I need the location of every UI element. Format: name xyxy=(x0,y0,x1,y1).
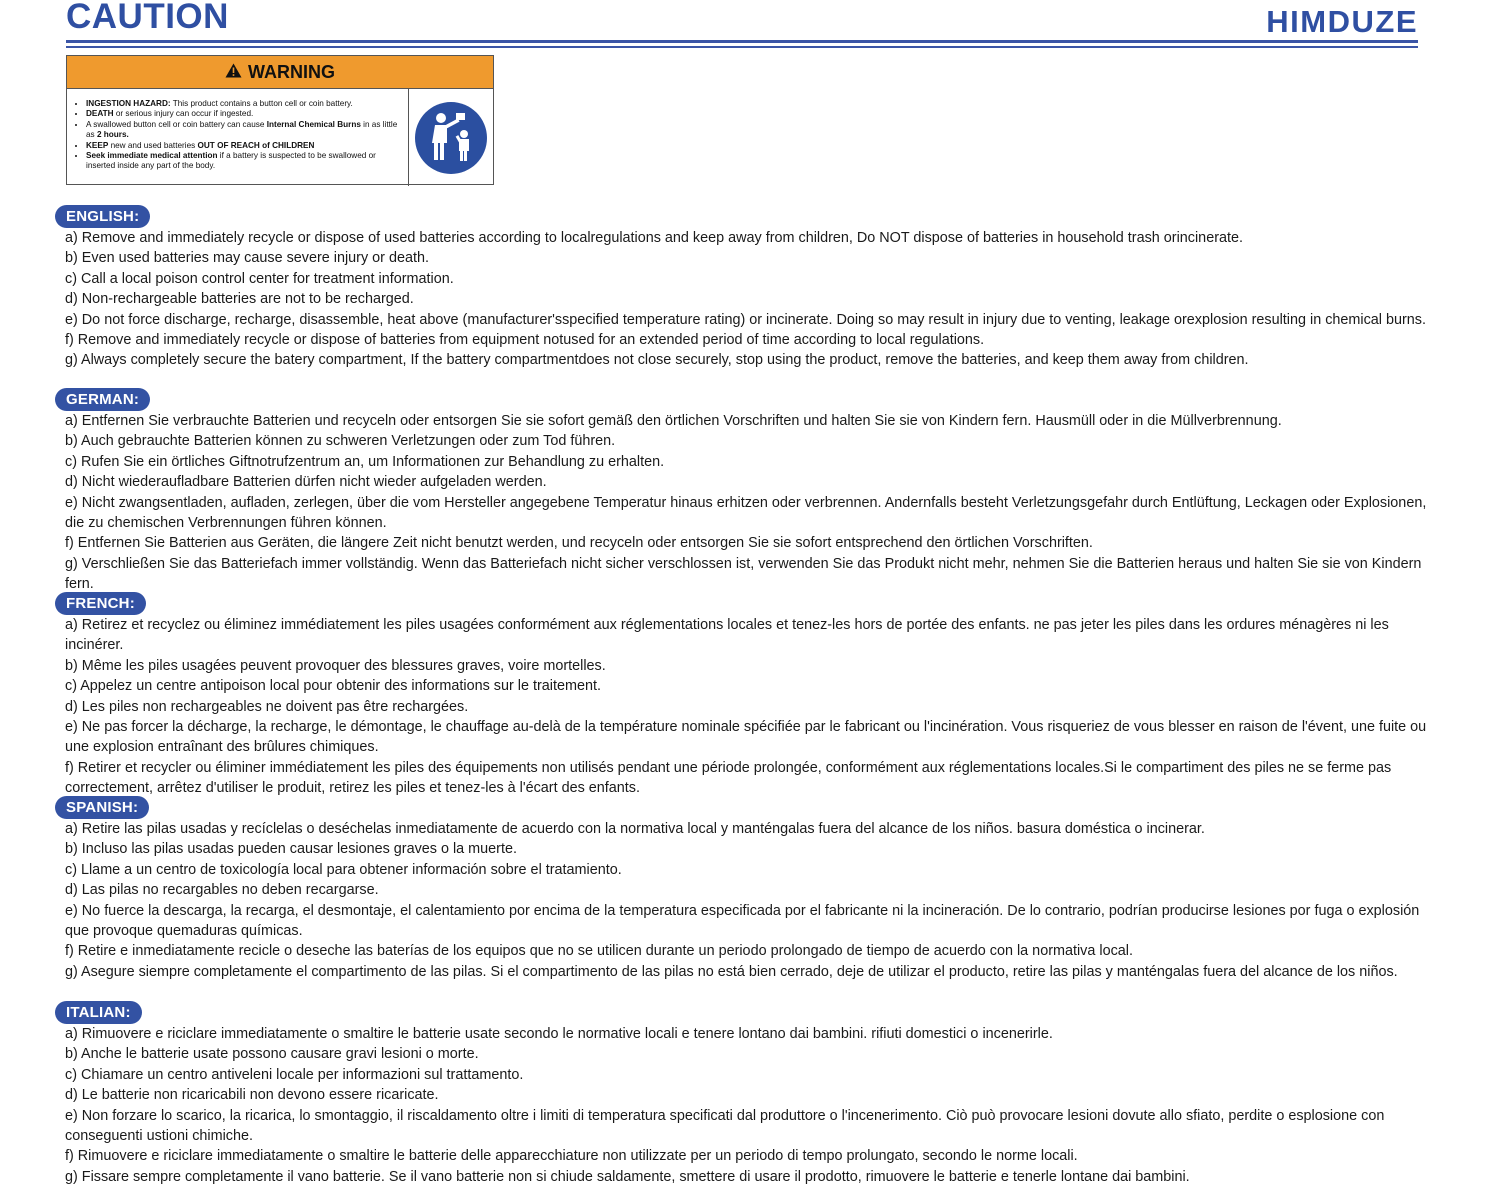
instruction-list xyxy=(65,615,1435,799)
list-item: c) Chiamare un centro antiveleni locale per informazioni sul trattamento. xyxy=(65,1066,524,1083)
section-french xyxy=(55,592,1435,799)
language-label: GERMAN: xyxy=(55,388,150,411)
section-italian xyxy=(55,1001,1435,1187)
instruction-list xyxy=(65,228,1435,371)
list-item: b) Auch gebrauchte Batterien können zu schweren Verletzungen oder zum Tod führen. xyxy=(65,433,616,450)
list-item: b) Incluso las pilas usadas pueden causar lesiones graves o la muerte. xyxy=(65,841,517,858)
list-item: e) Ne pas forcer la décharge, la recharge, le démontage, le chauffage au-delà de la température nominale spécifiée par le fabricant ou l'incinération. Vous risqueriez de vous blesser en raison de l'évent, une fuite ou une explosion entraînant des brûlures chimiques. xyxy=(65,719,1427,756)
language-label: ITALIAN: xyxy=(55,1001,142,1024)
instruction-list xyxy=(65,1024,1435,1187)
warning-bullet: • KEEP new and used batteries OUT OF REACH of CHILDREN xyxy=(86,141,402,151)
list-item: e) Non forzare lo scarico, la ricarica, lo smontaggio, il riscaldamento oltre i limiti di temperatura specificati dal produttore o l'incenerimento. Ciò può provocare lesioni dovute allo sfiato, perdite o esplosione con conseguenti ustioni chimiche. xyxy=(65,1107,1385,1145)
list-item: c) Appelez un centre antipoison local pour obtenir des informations sur le traitement. xyxy=(65,678,601,695)
list-item: f) Entfernen Sie Batterien aus Geräten, die längere Zeit nicht benutzt werden, und recyceln oder entsorgen Sie sie sofort entsprechend den örtlichen Vorschriften. xyxy=(65,535,1093,552)
list-item: c) Call a local poison control center for treatment information. xyxy=(65,270,454,287)
list-item: f) Rimuovere e riciclare immediatamente o smaltire le batterie delle apparecchiature non utilizzate per un periodo di tempo prolungato, secondo le norme locali. xyxy=(65,1148,1078,1165)
list-item: g) Asegure siempre completamente el compartimento de las pilas. Si el compartimento de las pilas no está bien cerrado, deje de utilizar el producto, retire las pilas y manténgalas fuera del alcance de los niños. xyxy=(65,963,1398,980)
list-item: d) Les piles non rechargeables ne doivent pas être rechargées. xyxy=(65,698,469,715)
header-rule-thick xyxy=(66,40,1418,43)
list-item: b) Anche le batterie usate possono causare gravi lesioni o morte. xyxy=(65,1046,479,1063)
warning-list xyxy=(67,89,409,186)
section-spanish xyxy=(55,796,1435,982)
warning-box xyxy=(66,55,494,185)
list-item: e) Do not force discharge, recharge, disassemble, heat above (manufacturer'sspecified temperature rating) or incinerate. Doing so may result in injury due to venting, leakage orexplosion resulting in chemical burns. xyxy=(65,311,1426,328)
language-label: FRENCH: xyxy=(55,592,146,615)
language-label: SPANISH: xyxy=(55,796,149,819)
list-item: d) Le batterie non ricaricabili non devono essere ricaricate. xyxy=(65,1087,439,1104)
instruction-list xyxy=(65,819,1435,982)
list-item: e) No fuerce la descarga, la recarga, el desmontaje, el calentamiento por encima de la temperatura especificada por el fabricante ni la incineración. De lo contrario, podrían producirse lesiones por fuga o explosión que provoque quemaduras químicas. xyxy=(65,902,1420,940)
list-item: a) Retirez et recyclez ou éliminez immédiatement les piles usagées conformément aux réglementations locales et tenez-les hors de portée des enfants. ne pas jeter les piles dans les ordures ménagères ni les incinérer. xyxy=(65,617,1389,654)
section-english xyxy=(55,205,1435,371)
warning-body xyxy=(67,89,493,186)
list-item: d) Nicht wiederaufladbare Batterien dürfen nicht wieder aufgeladen werden. xyxy=(65,474,547,491)
list-item: f) Remove and immediately recycle or dispose of batteries from equipment notused for an extended period of time according to local regulations. xyxy=(65,332,985,349)
list-item: g) Fissare sempre completamente il vano batterie. Se il vano batterie non si chiude saldamente, smettere di usare il prodotto, rimuovere le batterie e tenerle lontane dai bambini. xyxy=(65,1168,1190,1185)
list-item: g) Always completely secure the batery compartment, If the battery compartmentdoes not close securely, stop using the product, remove the batteries, and keep them away from children. xyxy=(65,352,1249,369)
language-label: ENGLISH: xyxy=(55,205,150,228)
warning-bullet: • Seek immediate medical attention if a battery is suspected to be swallowed or inserted inside any part of the body. xyxy=(86,151,402,172)
warning-heading-text: WARNING xyxy=(248,61,335,82)
list-item: a) Rimuovere e riciclare immediatamente o smaltire le batterie usate secondo le normative locali e tenere lontano dai bambini. rifiuti domestici o incenerirle. xyxy=(65,1026,1053,1042)
instruction-list xyxy=(65,411,1435,595)
warning-triangle-icon xyxy=(225,62,242,83)
warning-bullet: • INGESTION HAZARD: This product contains a button cell or coin battery. xyxy=(86,99,402,109)
list-item: e) Nicht zwangsentladen, aufladen, zerlegen, über die vom Hersteller angegebene Temperatur hinaus erhitzen oder verbrennen. Andernfalls besteht Verletzungsgefahr durch Entlüftung, Leckagen oder Explosionen, die zu chemischen Verbrennungen führen können. xyxy=(65,494,1427,532)
section-german xyxy=(55,388,1435,595)
list-item: c) Llame a un centro de toxicología local para obtener información sobre el tratamiento. xyxy=(65,861,622,878)
keep-away-from-children-icon xyxy=(414,101,488,175)
list-item: a) Entfernen Sie verbrauchte Batterien und recyceln oder entsorgen Sie sie sofort gemäß den örtlichen Vorschriften und halten Sie sie von Kindern fern. Hausmüll oder in die Müllverbrennung. xyxy=(65,413,1282,429)
warning-icon-cell xyxy=(409,89,493,186)
brand-logo: HIMDUZE xyxy=(1266,4,1418,39)
list-item: g) Verschließen Sie das Batteriefach immer vollständig. Wenn das Batteriefach nicht sicher verschlossen ist, verwenden Sie das Produkt nicht mehr, nehmen Sie die Batterien heraus und halten Sie sie von Kindern fern. xyxy=(65,555,1422,593)
list-item: d) Non-rechargeable batteries are not to be recharged. xyxy=(65,291,414,308)
list-item: c) Rufen Sie ein örtliches Giftnotrufzentrum an, um Informationen zur Behandlung zu erhalten. xyxy=(65,453,665,470)
list-item: f) Retire e inmediatamente recicle o deseche las baterías de los equipos que no se utilicen durante un periodo prolongado de tiempo de acuerdo con la normativa local. xyxy=(65,943,1133,960)
list-item: a) Remove and immediately recycle or dispose of used batteries according to localregulations and keep away from children, Do NOT dispose of batteries in household trash orincinerate. xyxy=(65,230,1243,246)
warning-heading xyxy=(67,56,493,89)
list-item: d) Las pilas no recargables no deben recargarse. xyxy=(65,882,379,899)
list-item: a) Retire las pilas usadas y recíclelas o deséchelas inmediatamente de acuerdo con la normativa local y manténgalas fuera del alcance de los niños. basura doméstica o incinerar. xyxy=(65,821,1205,837)
list-item: b) Even used batteries may cause severe injury or death. xyxy=(65,250,429,267)
header-rule-thin xyxy=(66,46,1418,48)
page-title: CAUTION xyxy=(66,0,229,36)
list-item: f) Retirer et recycler ou éliminer immédiatement les piles des équipements non utilisés pendant une période prolongée, conformément aux réglementations locales.Si le compartiment des piles ne se ferme pas correctement, arrêtez d'utiliser le produit, retirez les piles et tenez-les à l'écart des enfants. xyxy=(65,759,1392,797)
list-item: b) Même les piles usagées peuvent provoquer des blessures graves, voire mortelles. xyxy=(65,657,606,674)
warning-bullet: • DEATH or serious injury can occur if ingested. xyxy=(86,109,402,119)
warning-bullet: • A swallowed button cell or coin battery can cause Internal Chemical Burns in as little as 2 hours. xyxy=(86,120,402,141)
